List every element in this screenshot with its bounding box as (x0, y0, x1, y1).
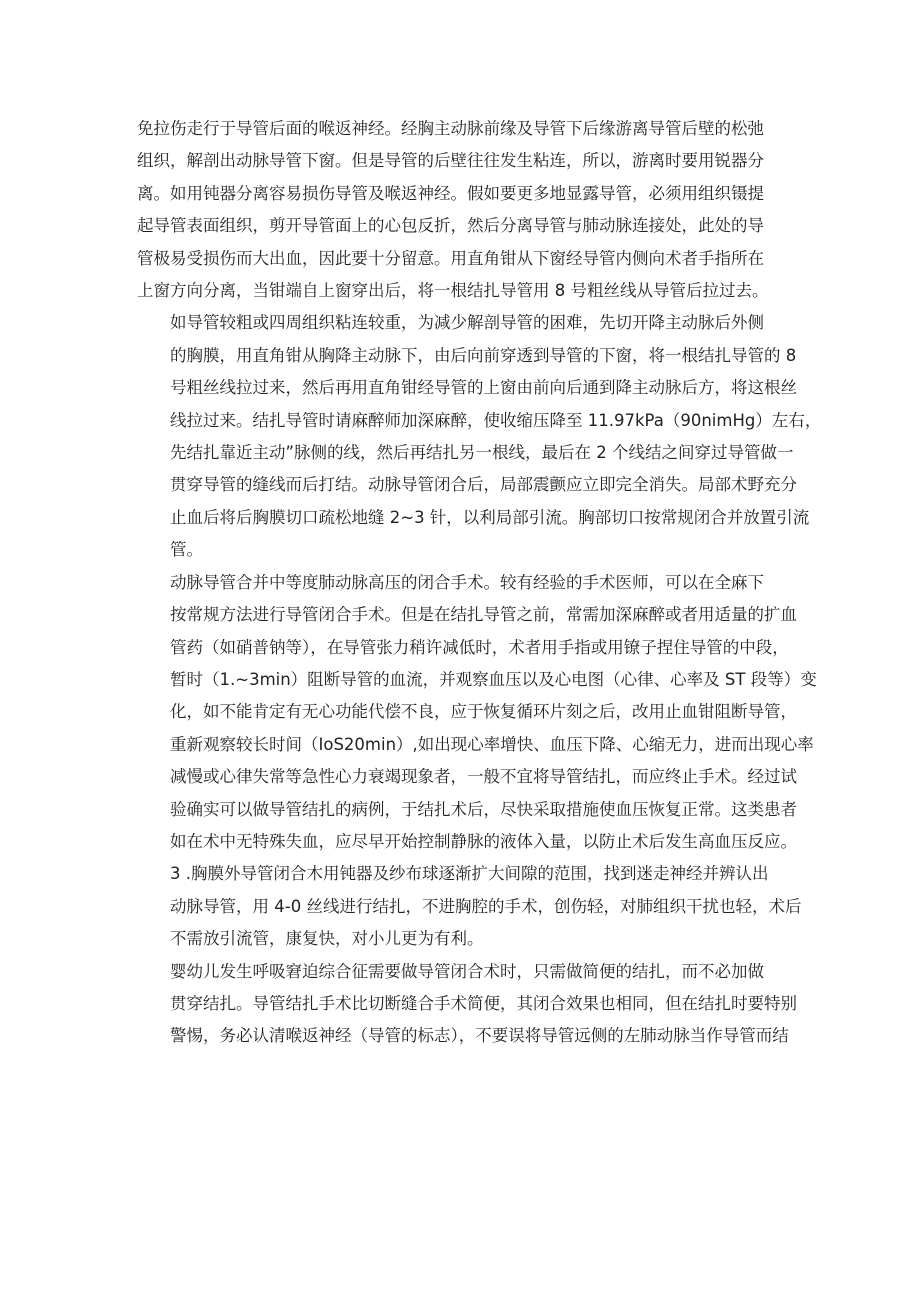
paragraph-2 (137, 307, 822, 566)
paragraph-5 (137, 956, 797, 1053)
text-line: 离。如用钝器分离容易损伤导管及喉返神经。假如要更多地显露导管，必须用组织镊提 (137, 183, 764, 203)
text-line: 线拉过来。结扎导管时请麻醉师加深麻醉，使收缩压降至 11.97kPa（90nimHg）左右， (170, 410, 822, 430)
text-line: 减慢或心律失常等急性心力衰竭现象者，一般不宜将导管结扎，而应终止手术。经过试 (170, 767, 797, 787)
text-line: 免拉伤走行于导管后面的喉返神经。经胸主动脉前缘及导管下后缘游离导管后壁的松弛 (137, 119, 764, 138)
text-line: 动脉导管，用 4-0 丝线进行结扎，不进胸腔的手术，创伤轻，对肺组织干扰也轻，术后 (170, 896, 802, 916)
text-line: 婴幼儿发生呼吸窘迫综合征需要做导管闭合术时，只需做简便的结扎，而不必加做 (170, 961, 764, 981)
text-line: 警惕，务必认清喉返神经（导管的标志），不要误将导管远侧的左肺动脉当作导管而结 (170, 1026, 789, 1046)
text-line: 贯穿结扎。导管结扎手术比切断缝合手术简便，其闭合效果也相同，但在结扎时要特别 (170, 993, 797, 1013)
text-line: 贯穿导管的缝线而后打结。动脉导管闭合后，局部震颤应立即完全消失。局部术野充分 (170, 475, 797, 495)
text-line: 不需放引流管，康复快，对小儿更为有利。 (170, 929, 484, 949)
text-line: 止血后将后胸膜切口疏松地缝 2~3 针，以利局部引流。胸部切口按常规闭合并放置引流 (170, 507, 810, 527)
text-line: 的胸膜，用直角钳从胸降主动脉下，由后向前穿透到导管的下窗，将一根结扎导管的 8 (170, 345, 797, 365)
text-line: 管极易受损伤而大出血，因此要十分留意。用直角钳从下窗经导管内侧向术者手指所在 (137, 248, 764, 268)
text-line: 3 .胸膜外导管闭合木用钝器及纱布球逐渐扩大间隙的范围，找到迷走神经并辨认出 (170, 864, 769, 884)
text-line: 组织，解剖出动脉导管下窗。但是导管的后壁往往发生粘连，所以，游离时要用锐器分 (137, 151, 764, 171)
text-line: 管药（如硝普钠等），在导管张力稍许减低时，术者用手指或用镣子捏住导管的中段， (170, 637, 789, 657)
text-line: 号粗丝线拉过来，然后再用直角钳经导管的上窗由前向后通到降主动脉后方，将这根丝 (170, 378, 797, 398)
text-line: 暂时（1.~3min）阻断导管的血流，并观察血压以及心电图（心律、心率及 ST 段等）变 (170, 669, 817, 689)
paragraph-3 (137, 567, 817, 859)
text-line: 化，如不能肯定有无心功能代偿不良，应于恢复循环片刻之后，改用止血钳阻断导管， (170, 702, 797, 722)
text-line: 起导管表面组织，剪开导管面上的心包反折，然后分离导管与肺动脉连接处，此处的导 (137, 216, 764, 236)
text-line: 重新观察较长时间（IoS20min）,如出现心率增快、血压下降、心缩无力，进而出现心率 (170, 734, 814, 754)
text-line: 按常规方法进行导管闭合手术。但是在结扎导管之前，常需加深麻醉或者用适量的扩血 (170, 605, 797, 625)
paragraph-1 (137, 113, 797, 307)
text-line: 如导管较粗或四周组织粘连较重，为减少解剖导管的困难，先切开降主动脉后外侧 (170, 313, 764, 333)
document-page (137, 113, 822, 1053)
text-line: 动脉导管合并中等度肺动脉高压的闭合手术。较有经验的手术医师，可以在全麻下 (170, 572, 764, 592)
text-line: 如在术中无特殊失血，应尽早开始控制静脉的液体入量，以防止术后发生高血压反应。 (170, 831, 797, 851)
paragraph-4 (137, 858, 802, 955)
text-line: 验确实可以做导管结扎的病例，于结扎术后，尽快采取措施使血压恢复正常。这类患者 (170, 799, 797, 819)
text-line: 上窗方向分离，当钳端自上窗穿出后，将一根结扎导管用 8 号粗丝线从导管后拉过去。 (137, 281, 769, 301)
text-line: 管。 (170, 540, 203, 560)
text-line: 先结扎靠近主动”脉侧的线，然后再结扎另一根线，最后在 2 个线结之间穿过导管做一 (170, 443, 794, 463)
